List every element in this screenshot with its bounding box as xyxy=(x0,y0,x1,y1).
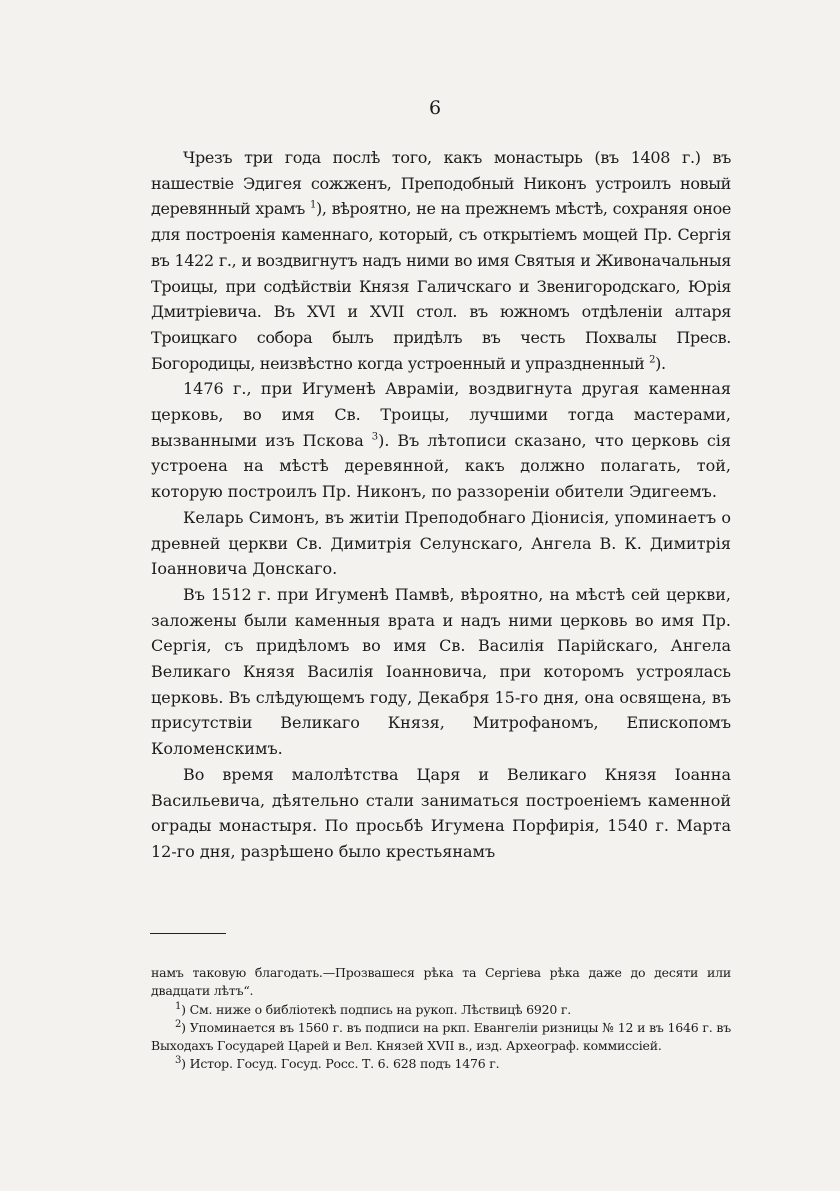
footnote-3-mark: 3 xyxy=(175,1055,182,1067)
footnote-ref-2[interactable]: 2 xyxy=(649,354,656,366)
paragraph-3: Келарь Симонъ, въ житіи Преподобнаго Діонисія, упоминаетъ о древней церкви Св. Димитрія Селунскаго, Ангела В. К. Димитрія Іоанновича Донскаго. xyxy=(151,507,731,579)
footnote-separator xyxy=(150,933,226,934)
footnote-ref-1[interactable]: 1 xyxy=(309,200,316,212)
footnote-1 xyxy=(151,1001,731,1019)
footnote-3-text: ) Истор. Госуд. Госуд. Росс. Т. 6. 628 подъ 1476 г. xyxy=(181,1056,500,1072)
footnote-2 xyxy=(151,1019,731,1056)
paragraph-2-text-a: 1476 г., при Игуменѣ Авраміи, воздвигнута другая каменная церковь, во имя Св. Троицы, лучшими тогда мастерами, вызванными изъ Пскова xyxy=(151,379,731,450)
main-text xyxy=(151,145,731,865)
footnote-3 xyxy=(151,1055,731,1073)
paragraph-5: Во время малолѣтства Царя и Великаго Князя Іоанна Васильевича, дѣятельно стали заниматься построеніемъ каменной ограды монастыря. По просьбѣ Игумена Порфирія, 1540 г. Марта 12-го дня, разрѣшено было крестьянамъ xyxy=(151,764,731,861)
paragraph-4: Въ 1512 г. при Игуменѣ Памвѣ, вѣроятно, на мѣстѣ сей церкви, заложены были каменныя врата и надъ ними церковь во имя Пр. Сергія, съ придѣломъ во имя Св. Василія Парійскаго, Ангела Великаго Князя Василія Іоанновича, при которомъ устроялась церковь. Въ слѣдующемъ году, Декабря 15-го дня, она освящена, въ присутствіи Великаго Князя, Митрофаномъ, Епископомъ Коломенскимъ. xyxy=(151,584,731,759)
footnote-2-text: ) Упоминается въ 1560 г. въ подписи на ркп. Евангеліи ризницы № 12 и въ 1646 г. въ Выходахъ Государей Царей и Вел. Князей XVII в., изд. Археограф. коммиссіей. xyxy=(151,1019,731,1054)
paragraph-2 xyxy=(151,376,731,505)
paragraph-1-text-c: ). xyxy=(655,353,666,373)
footnote-continuation: намъ таковую благодать.—Прозвашеся рѣка та Сергіева рѣка даже до десяти или двадцати лѣтъ“. xyxy=(151,965,731,999)
paragraph-1-text-a: Чрезъ три года послѣ того, какъ монастырь (въ 1408 г.) въ нашествіе Эдигея сожженъ, Преподобный Никонъ устроилъ новый деревянный храмъ xyxy=(151,148,731,219)
footnote-1-text: ) См. ниже о библіотекѣ подпись на рукоп. Лѣствицѣ 6920 г. xyxy=(181,1001,572,1017)
page-number: 6 xyxy=(428,97,442,119)
paragraph-1 xyxy=(151,145,731,376)
footnote-2-mark: 2 xyxy=(175,1018,182,1030)
paragraph-2-text-b: ). Въ лѣтописи сказано, что церковь сія устроена на мѣстѣ деревянной, какъ должно полагать, той, которую построилъ Пр. Никонъ, по раззореніи обители Эдигеемъ. xyxy=(151,430,732,502)
footnotes xyxy=(151,964,731,1074)
footnote-ref-3[interactable]: 3 xyxy=(371,431,379,443)
footnote-1-mark: 1 xyxy=(175,1000,182,1012)
paragraph-1-text-b: ), вѣроятно, не на прежнемъ мѣстѣ, сохраняя оное для построенія каменнаго, который, съ открытіемъ мощей Пр. Сергія въ 1422 г., и воздвигнутъ надъ ними во имя Святыя и Живоначальныя Троицы, при содѣйствіи Князя Галичскаго и Звенигородскаго, Юрія Дмитріевича. Въ XVI и XVII стол. въ южномъ отдѣленіи алтаря Троицкаго собора былъ придѣлъ въ честь Похвалы Пресв. Богородицы, неизвѣстно когда устроенный и упраздненный xyxy=(151,199,732,373)
